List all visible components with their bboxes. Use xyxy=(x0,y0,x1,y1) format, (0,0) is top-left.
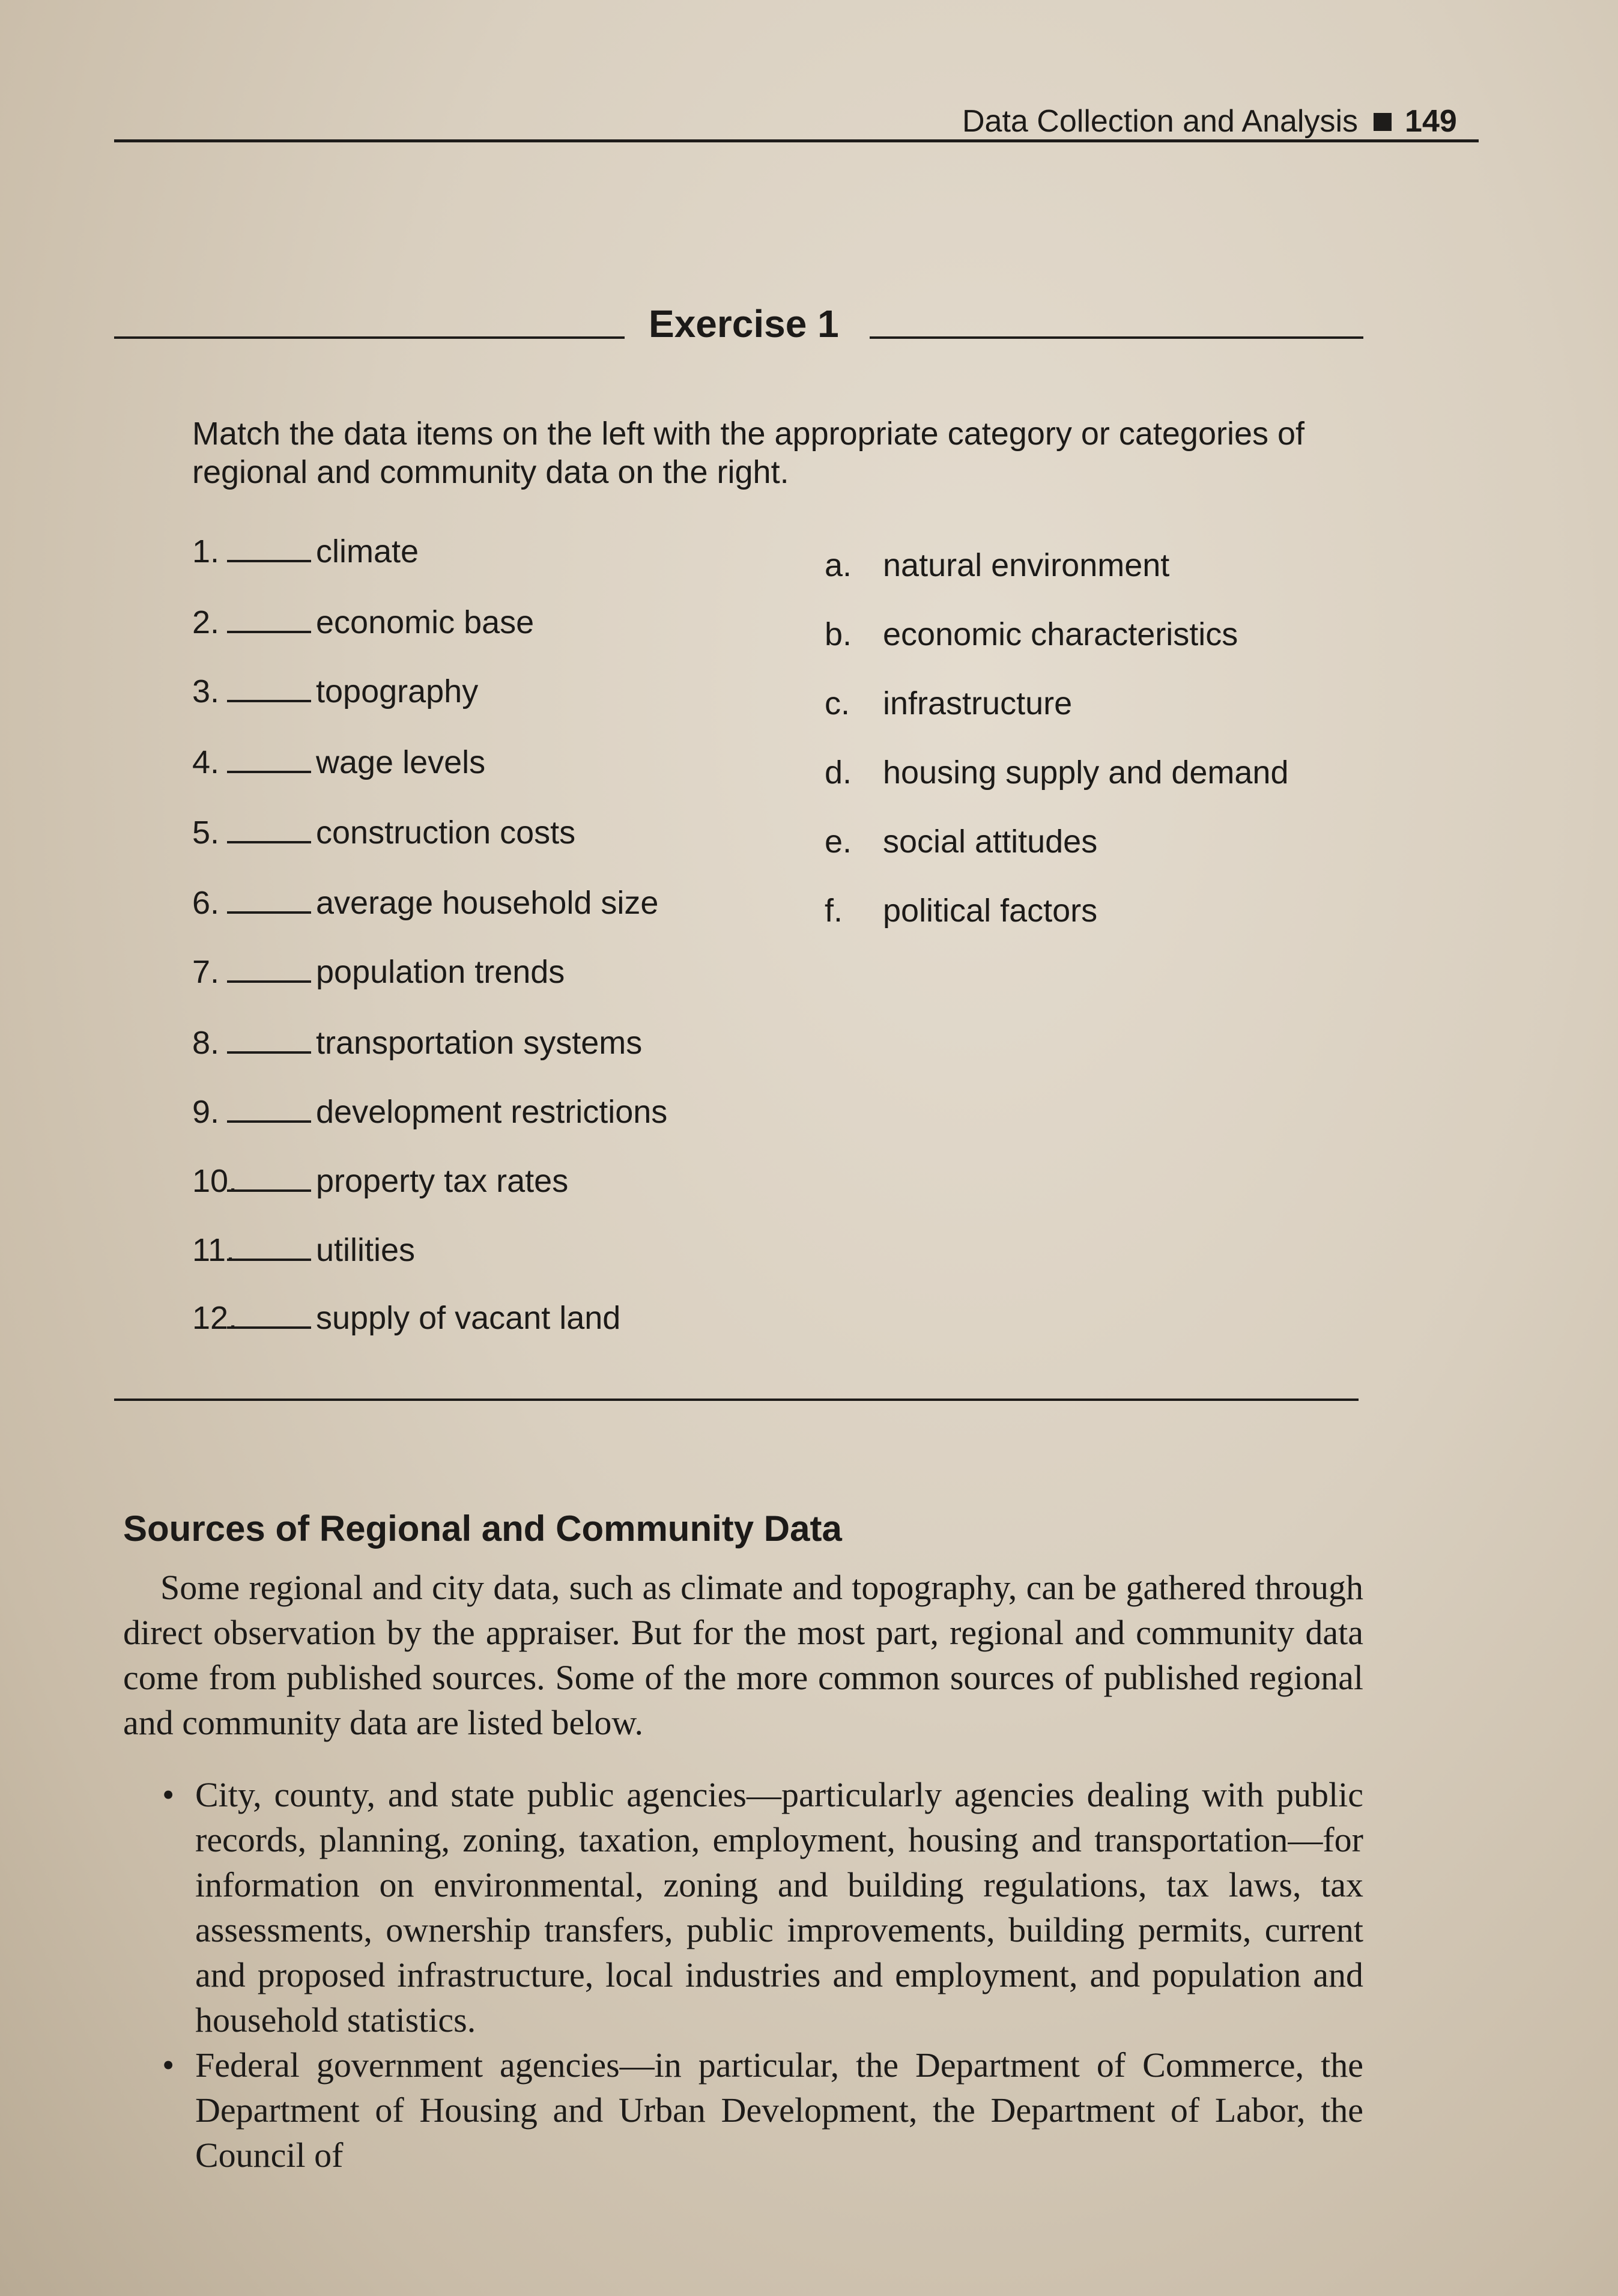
item-number: 6. xyxy=(192,885,220,921)
answer-blank[interactable] xyxy=(227,625,311,633)
header-rule xyxy=(114,139,1479,142)
answer-blank[interactable] xyxy=(227,1320,311,1329)
item-label: economic base xyxy=(316,604,535,640)
item-label: property tax rates xyxy=(316,1163,569,1199)
item-label: transportation systems xyxy=(316,1025,643,1061)
category-label: social attitudes xyxy=(883,824,1098,860)
answer-blank[interactable] xyxy=(227,905,311,914)
category-item xyxy=(825,892,1097,929)
bullet-icon: • xyxy=(162,1775,175,1814)
exercise-rule-left xyxy=(114,336,625,339)
answer-blank[interactable] xyxy=(227,974,311,983)
item-number: 8. xyxy=(192,1025,220,1061)
item-label: climate xyxy=(316,533,419,569)
matching-item xyxy=(192,744,485,781)
item-label: average household size xyxy=(316,885,659,921)
category-label: housing supply and demand xyxy=(883,755,1289,791)
item-label: supply of vacant land xyxy=(316,1300,621,1336)
exercise-end-rule xyxy=(114,1399,1359,1401)
category-label: infrastructure xyxy=(883,685,1073,721)
answer-blank[interactable] xyxy=(227,1045,311,1054)
category-item xyxy=(825,616,1238,653)
bullet-item xyxy=(162,2042,1363,2178)
category-letter: c. xyxy=(825,685,850,721)
answer-blank[interactable] xyxy=(227,1253,311,1261)
answer-blank[interactable] xyxy=(227,1183,311,1192)
matching-item xyxy=(192,884,658,922)
bullet-icon: • xyxy=(162,2045,175,2085)
answer-blank[interactable] xyxy=(227,694,311,702)
category-item xyxy=(825,547,1169,584)
category-label: natural environment xyxy=(883,547,1170,583)
answer-blank[interactable] xyxy=(227,1114,311,1123)
item-label: population trends xyxy=(316,954,565,990)
item-number: 11. xyxy=(192,1232,235,1268)
page-number: 149 xyxy=(1405,104,1457,139)
category-label: economic characteristics xyxy=(883,616,1238,652)
category-item xyxy=(825,685,1072,722)
category-letter: d. xyxy=(825,755,852,791)
category-item xyxy=(825,754,1289,791)
category-letter: a. xyxy=(825,547,852,583)
category-label: political factors xyxy=(883,893,1098,929)
answer-blank[interactable] xyxy=(227,835,311,843)
matching-item xyxy=(192,1093,667,1131)
category-letter: b. xyxy=(825,616,852,652)
bullet-text: City, county, and state public agencies—particularly agencies dealing with public records, planning, zoning, taxation, employment, housing and transportation—for information on environmental, zoning and building regulations, tax laws, tax assessments, ownership transfers, public improvements, building permits, current and proposed infrastructure, local industries and employment, and population and household statistics. xyxy=(195,1775,1363,2039)
matching-item xyxy=(192,1024,642,1061)
item-label: construction costs xyxy=(316,815,576,851)
matching-item xyxy=(192,953,565,991)
section-heading: Sources of Regional and Community Data xyxy=(123,1508,842,1549)
exercise-instructions: Match the data items on the left with the appropriate category or categories of regional and community data on the right. xyxy=(192,416,1305,490)
item-label: development restrictions xyxy=(316,1094,668,1130)
matching-item xyxy=(192,604,534,641)
item-number: 3. xyxy=(192,673,220,709)
exercise-rule-right xyxy=(870,336,1363,339)
item-number: 5. xyxy=(192,815,220,851)
bullet-item xyxy=(162,1772,1363,2042)
item-label: topography xyxy=(316,673,479,709)
square-bullet-icon xyxy=(1374,113,1392,131)
category-letter: e. xyxy=(825,824,852,860)
item-number: 4. xyxy=(192,744,220,780)
matching-item xyxy=(192,1299,620,1337)
section-paragraph: Some regional and city data, such as climate and topography, can be gathered through direct observation by the appraiser. But for the most part, regional and community data come from published sources. Some of the more common sources of published regional and community data are listed below. xyxy=(123,1568,1363,1742)
matching-item xyxy=(192,1232,415,1269)
item-number: 10. xyxy=(192,1163,238,1199)
answer-blank[interactable] xyxy=(227,554,311,562)
matching-item xyxy=(192,814,575,851)
item-label: wage levels xyxy=(316,744,486,780)
item-number: 2. xyxy=(192,604,220,640)
item-label: utilities xyxy=(316,1232,416,1268)
category-letter: f. xyxy=(825,893,843,929)
exercise-title: Exercise 1 xyxy=(649,302,839,345)
matching-item xyxy=(192,533,419,570)
answer-blank[interactable] xyxy=(227,765,311,773)
bullet-text: Federal government agencies—in particular, the Department of Commerce, the Department of Housing and Urban Development, the Department of Labor, the Council of xyxy=(195,2045,1363,2175)
matching-item xyxy=(192,1162,568,1200)
item-number: 1. xyxy=(192,533,220,569)
running-header xyxy=(962,103,1457,139)
running-title: Data Collection and Analysis xyxy=(962,104,1359,139)
category-item xyxy=(825,823,1097,860)
matching-item xyxy=(192,673,478,710)
item-number: 7. xyxy=(192,954,220,990)
item-number: 9. xyxy=(192,1094,220,1130)
item-number: 12. xyxy=(192,1300,238,1336)
